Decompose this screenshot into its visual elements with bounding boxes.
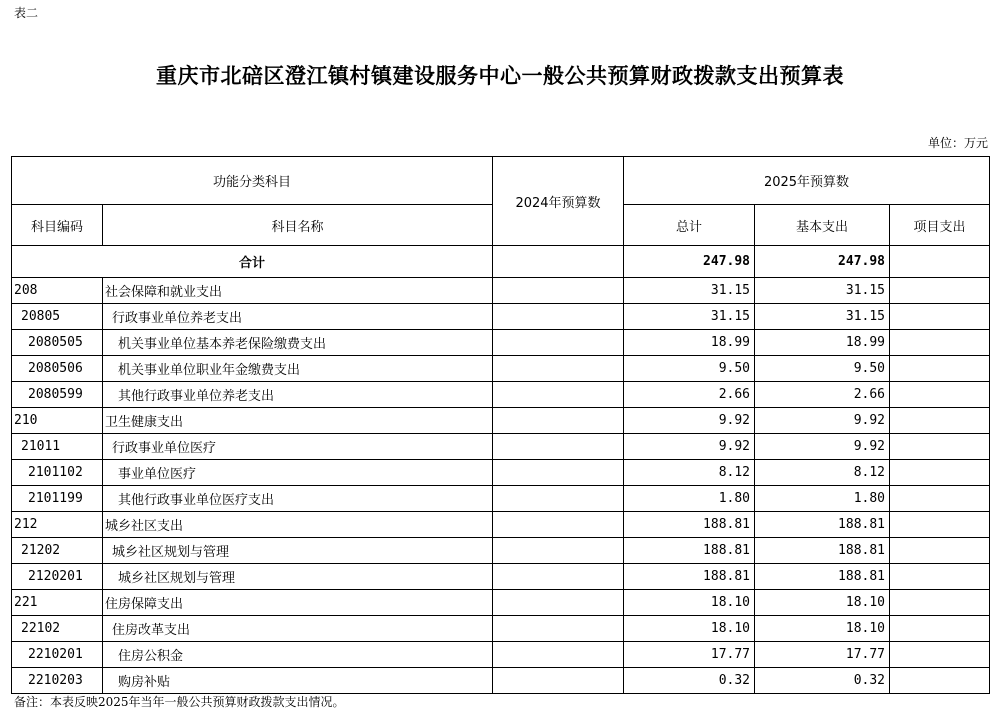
total-cell: 9.92 xyxy=(624,434,755,460)
subject-code-cell: 2080599 xyxy=(12,382,103,408)
header-basic-expenditure: 基本支出 xyxy=(755,205,890,246)
budget-2024-cell xyxy=(493,668,624,694)
budget-2024-cell xyxy=(493,304,624,330)
subject-code-cell: 2101199 xyxy=(12,486,103,512)
basic-expenditure-cell: 9.50 xyxy=(755,356,890,382)
total-cell: 9.92 xyxy=(624,408,755,434)
unit-label: 单位：万元 xyxy=(927,136,988,150)
header-subject-code: 科目编码 xyxy=(12,205,103,246)
budget-2024-cell xyxy=(493,278,624,304)
subject-name-cell: 住房保障支出 xyxy=(103,590,493,616)
table-row xyxy=(12,356,990,382)
table-row xyxy=(12,460,990,486)
subject-name-cell: 住房改革支出 xyxy=(103,616,493,642)
basic-expenditure-cell: 31.15 xyxy=(755,278,890,304)
total-label: 合计 xyxy=(12,246,493,278)
subject-name-cell: 购房补贴 xyxy=(103,668,493,694)
basic-expenditure-cell: 18.10 xyxy=(755,616,890,642)
subject-name-cell: 机关事业单位基本养老保险缴费支出 xyxy=(103,330,493,356)
project-expenditure-cell xyxy=(890,330,990,356)
project-expenditure-cell xyxy=(890,382,990,408)
table-row xyxy=(12,408,990,434)
basic-expenditure-cell: 31.15 xyxy=(755,304,890,330)
budget-2024-cell xyxy=(493,382,624,408)
header-project-expenditure: 项目支出 xyxy=(890,205,990,246)
basic-expenditure-cell: 188.81 xyxy=(755,538,890,564)
basic-expenditure-cell: 0.32 xyxy=(755,668,890,694)
project-expenditure-cell xyxy=(890,590,990,616)
total-cell: 188.81 xyxy=(624,512,755,538)
total-cell: 1.80 xyxy=(624,486,755,512)
project-expenditure-cell xyxy=(890,642,990,668)
basic-expenditure-cell: 188.81 xyxy=(755,564,890,590)
total-budget-2024 xyxy=(493,246,624,278)
basic-expenditure-cell: 2.66 xyxy=(755,382,890,408)
subject-name-cell: 城乡社区规划与管理 xyxy=(103,538,493,564)
subject-code-cell: 208 xyxy=(12,278,103,304)
budget-2024-cell xyxy=(493,512,624,538)
subject-name-cell: 机关事业单位职业年金缴费支出 xyxy=(103,356,493,382)
table-row xyxy=(12,330,990,356)
header-row-1 xyxy=(12,157,990,205)
subject-code-cell: 21202 xyxy=(12,538,103,564)
table-row xyxy=(12,304,990,330)
basic-expenditure-cell: 9.92 xyxy=(755,434,890,460)
basic-expenditure-cell: 18.10 xyxy=(755,590,890,616)
subject-name-cell: 住房公积金 xyxy=(103,642,493,668)
subject-code-cell: 21011 xyxy=(12,434,103,460)
subject-name-cell: 社会保障和就业支出 xyxy=(103,278,493,304)
total-cell: 31.15 xyxy=(624,278,755,304)
header-total: 总计 xyxy=(624,205,755,246)
total-cell: 188.81 xyxy=(624,564,755,590)
header-budget-2024: 2024年预算数 xyxy=(493,157,624,246)
table-row xyxy=(12,486,990,512)
basic-expenditure-cell: 8.12 xyxy=(755,460,890,486)
subject-name-cell: 行政事业单位养老支出 xyxy=(103,304,493,330)
subject-name-cell: 城乡社区支出 xyxy=(103,512,493,538)
subject-name-cell: 其他行政事业单位养老支出 xyxy=(103,382,493,408)
project-expenditure-cell xyxy=(890,668,990,694)
basic-expenditure-cell: 18.99 xyxy=(755,330,890,356)
page-title: 重庆市北碚区澄江镇村镇建设服务中心一般公共预算财政拨款支出预算表 xyxy=(156,63,844,88)
subject-code-cell: 2210201 xyxy=(12,642,103,668)
project-expenditure-cell xyxy=(890,408,990,434)
header-budget-2025: 2025年预算数 xyxy=(624,157,990,205)
budget-2024-cell xyxy=(493,356,624,382)
project-expenditure-cell xyxy=(890,434,990,460)
subject-name-cell: 卫生健康支出 xyxy=(103,408,493,434)
budget-2024-cell xyxy=(493,460,624,486)
subject-code-cell: 221 xyxy=(12,590,103,616)
subject-code-cell: 22102 xyxy=(12,616,103,642)
subject-code-cell: 2120201 xyxy=(12,564,103,590)
table-row xyxy=(12,538,990,564)
project-expenditure-cell xyxy=(890,304,990,330)
subject-name-cell: 城乡社区规划与管理 xyxy=(103,564,493,590)
total-cell: 188.81 xyxy=(624,538,755,564)
table-row xyxy=(12,590,990,616)
subject-code-cell: 2080505 xyxy=(12,330,103,356)
basic-expenditure-cell: 188.81 xyxy=(755,512,890,538)
table-row xyxy=(12,564,990,590)
total-row xyxy=(12,246,990,278)
total-basic: 247.98 xyxy=(755,246,890,278)
basic-expenditure-cell: 1.80 xyxy=(755,486,890,512)
subject-code-cell: 2080506 xyxy=(12,356,103,382)
budget-2024-cell xyxy=(493,330,624,356)
footnote: 备注：本表反映2025年当年一般公共预算财政拨款支出情况。 xyxy=(14,695,345,709)
total-cell: 17.77 xyxy=(624,642,755,668)
header-subject-name: 科目名称 xyxy=(103,205,493,246)
project-expenditure-cell xyxy=(890,616,990,642)
table-row xyxy=(12,668,990,694)
total-cell: 18.99 xyxy=(624,330,755,356)
total-project xyxy=(890,246,990,278)
total-cell: 2.66 xyxy=(624,382,755,408)
table-row xyxy=(12,382,990,408)
subject-code-cell: 20805 xyxy=(12,304,103,330)
total-cell: 9.50 xyxy=(624,356,755,382)
project-expenditure-cell xyxy=(890,512,990,538)
budget-2024-cell xyxy=(493,434,624,460)
budget-2024-cell xyxy=(493,642,624,668)
subject-name-cell: 其他行政事业单位医疗支出 xyxy=(103,486,493,512)
budget-2024-cell xyxy=(493,486,624,512)
subject-code-cell: 2210203 xyxy=(12,668,103,694)
basic-expenditure-cell: 9.92 xyxy=(755,408,890,434)
header-functional-category: 功能分类科目 xyxy=(12,157,493,205)
project-expenditure-cell xyxy=(890,278,990,304)
project-expenditure-cell xyxy=(890,460,990,486)
table-row xyxy=(12,642,990,668)
budget-2024-cell xyxy=(493,616,624,642)
total-cell: 0.32 xyxy=(624,668,755,694)
table-row xyxy=(12,512,990,538)
project-expenditure-cell xyxy=(890,356,990,382)
total-cell: 18.10 xyxy=(624,616,755,642)
subject-code-cell: 212 xyxy=(12,512,103,538)
budget-table xyxy=(11,156,990,694)
table-row xyxy=(12,278,990,304)
subject-code-cell: 2101102 xyxy=(12,460,103,486)
project-expenditure-cell xyxy=(890,564,990,590)
table-number-label: 表二 xyxy=(14,6,39,20)
total-cell: 8.12 xyxy=(624,460,755,486)
budget-2024-cell xyxy=(493,408,624,434)
total-cell: 18.10 xyxy=(624,590,755,616)
project-expenditure-cell xyxy=(890,486,990,512)
budget-2024-cell xyxy=(493,590,624,616)
subject-code-cell: 210 xyxy=(12,408,103,434)
table-row xyxy=(12,616,990,642)
subject-name-cell: 行政事业单位医疗 xyxy=(103,434,493,460)
table-row xyxy=(12,434,990,460)
budget-2024-cell xyxy=(493,564,624,590)
subject-name-cell: 事业单位医疗 xyxy=(103,460,493,486)
budget-2024-cell xyxy=(493,538,624,564)
total-sum: 247.98 xyxy=(624,246,755,278)
basic-expenditure-cell: 17.77 xyxy=(755,642,890,668)
total-cell: 31.15 xyxy=(624,304,755,330)
project-expenditure-cell xyxy=(890,538,990,564)
